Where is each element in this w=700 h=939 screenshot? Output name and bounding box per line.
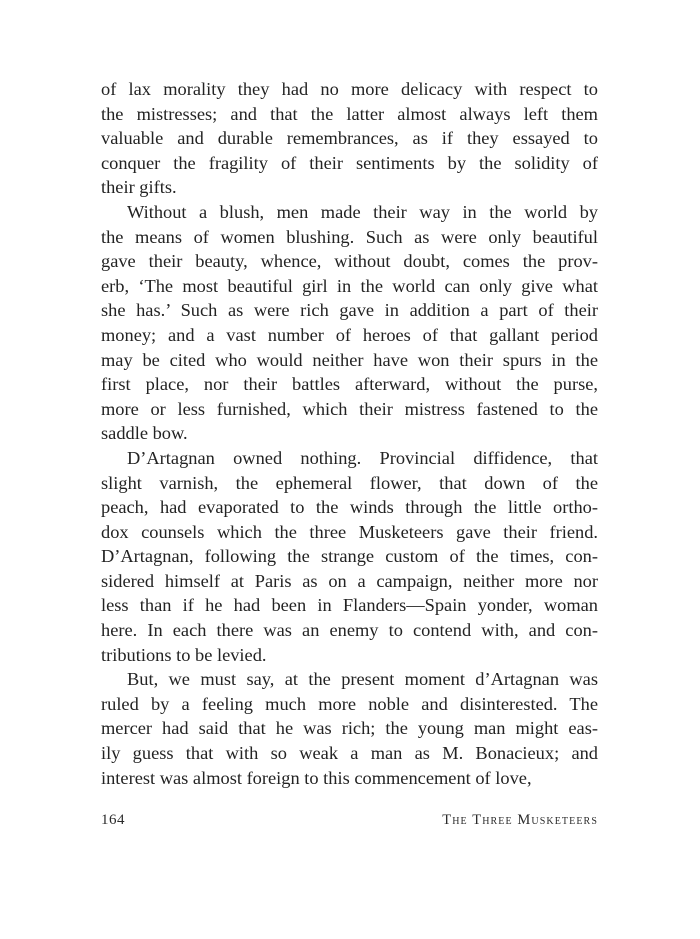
text-line: here. In each there was an enemy to contend with, and con- [101,620,598,641]
text-line: sidered himself at Paris as on a campaign, neither more nor [101,570,598,591]
text-line: conquer the fragility of their sentiments by the solidity of [101,152,598,173]
text-line: mercer had said that he was rich; the young man might eas- [101,718,598,739]
text-line: saddle bow. [101,423,188,444]
text-line: gave their beauty, whence, without doubt, comes the prov- [101,251,598,272]
page-number: 164 [101,812,125,828]
text-line: money; and a vast number of heroes of that gallant period [101,324,598,345]
text-line: valuable and durable remembrances, as if they essayed to [101,128,598,149]
text-block [101,77,598,790]
text-line: first place, nor their battles afterward, without the purse, [101,374,598,395]
text-line: D’Artagnan owned nothing. Provincial diffidence, that [127,447,598,468]
text-line: erb, ‘The most beautiful girl in the world can only give what [101,275,598,296]
text-line: the means of women blushing. Such as were only beautiful [101,226,598,247]
text-line: Without a blush, men made their way in the world by [127,201,598,222]
text-line: slight varnish, the ephemeral flower, that down of the [101,472,598,493]
paragraph [101,667,598,790]
text-line: interest was almost foreign to this commencement of love, [101,767,532,788]
text-line: more or less furnished, which their mistress fastened to the [101,398,598,419]
paragraph [101,446,598,667]
text-line: dox counsels which the three Musketeers gave their friend. [101,521,598,542]
text-line: But, we must say, at the present moment d’Artagnan was [127,669,598,690]
text-line: peach, had evaporated to the winds through the little ortho- [101,497,598,518]
running-title: The Three Musketeers [442,812,598,828]
text-line: ruled by a feeling much more noble and disinterested. The [101,693,598,714]
text-line: ily guess that with so weak a man as M. Bonacieux; and [101,743,598,764]
text-line: tributions to be levied. [101,644,267,665]
text-line: less than if he had been in Flanders—Spain yonder, woman [101,595,598,616]
text-line: may be cited who would neither have won their spurs in the [101,349,598,370]
text-line: their gifts. [101,177,177,198]
text-line: D’Artagnan, following the strange custom of the times, con- [101,546,598,567]
paragraph [101,200,598,446]
text-line: of lax morality they had no more delicacy with respect to [101,79,598,99]
page-footer [101,812,598,829]
paragraph [101,77,598,200]
text-line: she has.’ Such as were rich gave in addition a part of their [101,300,598,321]
text-line: the mistresses; and that the latter almost always left them [101,103,598,124]
